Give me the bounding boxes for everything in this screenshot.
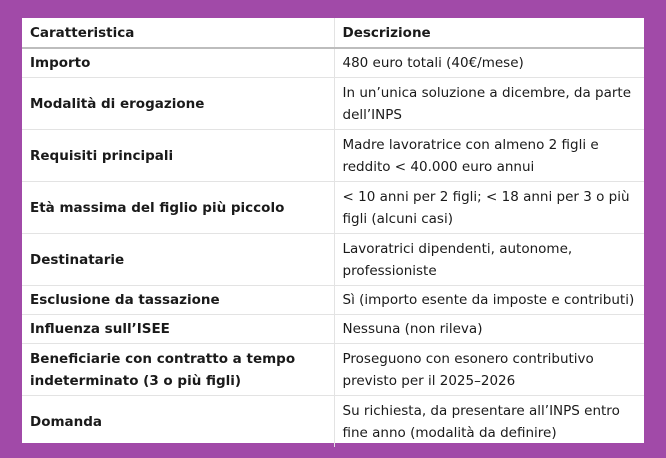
- table-panel: [22, 18, 644, 443]
- table-row: [22, 234, 644, 286]
- feature-cell: Requisiti principali: [22, 130, 334, 182]
- table-row: [22, 78, 644, 130]
- feature-cell: Influenza sull’ISEE: [22, 315, 334, 344]
- description-cell: < 10 anni per 2 figli; < 18 anni per 3 o più figli (alcuni casi): [334, 182, 644, 234]
- column-header-feature: Caratteristica: [22, 18, 334, 48]
- feature-cell: Esclusione da tassazione: [22, 286, 334, 315]
- feature-cell: Beneficiarie con contratto a tempo indeterminato (3 o più figli): [22, 344, 334, 396]
- feature-cell: Età massima del figlio più piccolo: [22, 182, 334, 234]
- description-cell: Madre lavoratrice con almeno 2 figli e reddito < 40.000 euro annui: [334, 130, 644, 182]
- feature-cell: Destinatarie: [22, 234, 334, 286]
- table-row: [22, 344, 644, 396]
- description-cell: Sì (importo esente da imposte e contributi): [334, 286, 644, 315]
- description-cell: Su richiesta, da presentare all’INPS entro fine anno (modalità da definire): [334, 396, 644, 448]
- table-row: [22, 315, 644, 344]
- description-cell: 480 euro totali (40€/mese): [334, 48, 644, 78]
- table-row: [22, 286, 644, 315]
- description-cell: In un’unica soluzione a dicembre, da parte dell’INPS: [334, 78, 644, 130]
- table-row: [22, 182, 644, 234]
- table-header-row: [22, 18, 644, 48]
- feature-cell: Domanda: [30, 413, 103, 430]
- description-cell: Nessuna (non rileva): [334, 315, 644, 344]
- table-row: [22, 130, 644, 182]
- table-row: [22, 48, 644, 78]
- table-row: [22, 396, 644, 448]
- description-cell: Proseguono con esonero contributivo previsto per il 2025–2026: [334, 344, 644, 396]
- info-table: [22, 18, 644, 447]
- description-cell: Lavoratrici dipendenti, autonome, professioniste: [334, 234, 644, 286]
- feature-cell: Modalità di erogazione: [22, 78, 334, 130]
- column-header-description: Descrizione: [334, 18, 644, 48]
- feature-cell: Importo: [22, 48, 334, 78]
